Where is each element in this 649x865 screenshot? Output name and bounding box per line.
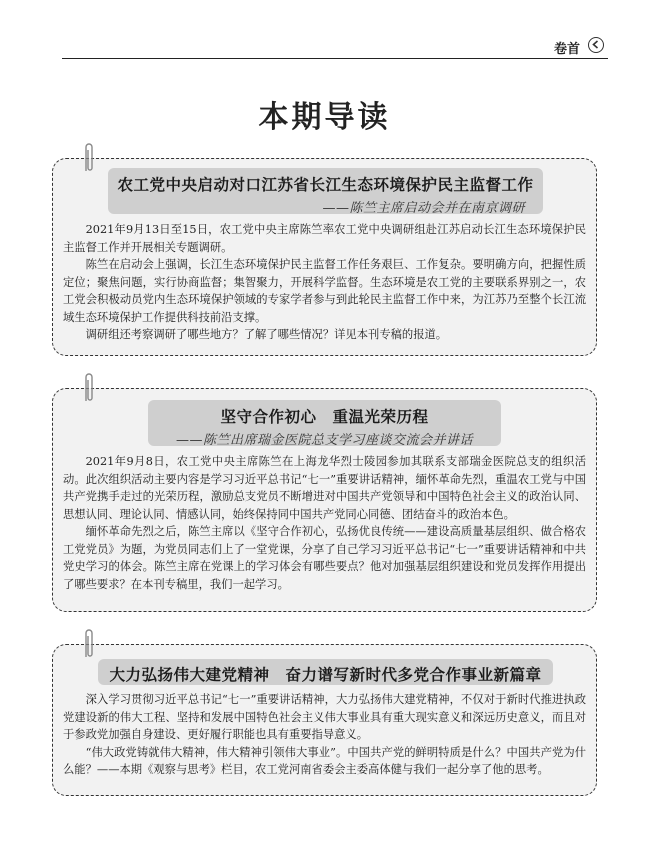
article-title-box <box>108 168 543 214</box>
paragraph: 2021年9月13日至15日，农工党中央主席陈竺率农工党中央调研组赴江苏启动长江生态环境保护民主监督工作并开展相关专题调研。 <box>63 223 586 254</box>
paragraph: 深入学习贯彻习近平总书记“七一”重要讲话精神，大力弘扬伟大建党精神，不仅对于新时代推进执政党建设新的伟大工程、坚持和发展中国特色社会主义伟大事业具有重大现实意义和深远历史意义，而且对于参政党加强自身建设、更好履行职能也具有重要指导意义。 <box>63 693 586 741</box>
paragraph: 陈竺在启动会上强调，长江生态环境保护民主监督工作任务艰巨、工作复杂。要明确方向，把握性质定位；聚焦问题，实行协商监督；集智聚力，开展科学监督。生态环境是农工党的主要联系界别之一，农工党会积极动员党内生态环境保护领域的专家学者参与到此轮民主监督工作中来，为江苏乃至整个长江流域生态环境保护工作提供科技前沿支撑。 <box>63 258 586 324</box>
paragraph: 调研组还考察调研了哪些地方？了解了哪些情况？详见本刊专稿的报道。 <box>85 328 448 341</box>
page-header <box>62 36 608 58</box>
article-subtitle: ——陈竺出席瑞金医院总支学习座谈交流会并讲话 <box>175 433 473 448</box>
header-rule <box>62 58 608 59</box>
article-body <box>63 221 586 344</box>
article-subtitle: ——陈竺主席启动会并在南京调研 <box>322 201 525 216</box>
article-card-3[interactable] <box>52 644 597 796</box>
paragraph: 缅怀革命先烈之后，陈竺主席以《坚守合作初心，弘扬优良传统——建设高质量基层组织、做合格农工党党员》为题，为党员同志们上了一堂党课，分享了自己学习习近平总书记“七一”重要讲话精神和中共党史学习的体会。陈竺主席在党课上的学习体会有哪些要点？他对加强基层组织建设和党员发挥作用提出了哪些要求？在本刊专稿里，我们一起学习。 <box>63 525 586 591</box>
paperclip-icon <box>83 371 95 405</box>
article-title-box <box>98 659 553 685</box>
article-body <box>63 453 586 593</box>
page-nav-icon[interactable] <box>588 37 604 53</box>
article-card-1[interactable] <box>52 158 597 356</box>
page-title: 本期导读 <box>258 100 391 135</box>
paperclip-icon <box>83 627 95 661</box>
article-card-2[interactable] <box>52 388 597 612</box>
article-body <box>63 691 586 779</box>
article-title-box <box>148 400 501 446</box>
article-title: 坚守合作初心 重温光荣历程 <box>220 407 429 426</box>
paperclip-icon <box>83 141 95 175</box>
paragraph: 2021年9月8日，农工党中央主席陈竺在上海龙华烈士陵园参加其联系支部瑞金医院总支的组织活动。此次组织活动主要内容是学习习近平总书记“七一”重要讲话精神，缅怀革命先烈，重温农工党与中国共产党携手走过的光荣历程，激励总支党员不断增进对中国共产党领导和中国特色社会主义的政治认同、思想认同、理论认同、情感认同，始终保持同中国共产党同心同德、团结奋斗的政治本色。 <box>63 455 586 521</box>
paragraph: “伟大政党铸就伟大精神，伟大精神引领伟大事业”。中国共产党的鲜明特质是什么？中国共产党为什么能？——本期《观察与思考》栏目，农工党河南省委会主委高体健与我们一起分享了他的思考。 <box>63 745 586 776</box>
article-title: 大力弘扬伟大建党精神 奋力谱写新时代多党合作事业新篇章 <box>109 665 542 684</box>
section-label: 卷首 <box>553 42 580 57</box>
article-title: 农工党中央启动对口江苏省长江生态环境保护民主监督工作 <box>117 175 534 194</box>
